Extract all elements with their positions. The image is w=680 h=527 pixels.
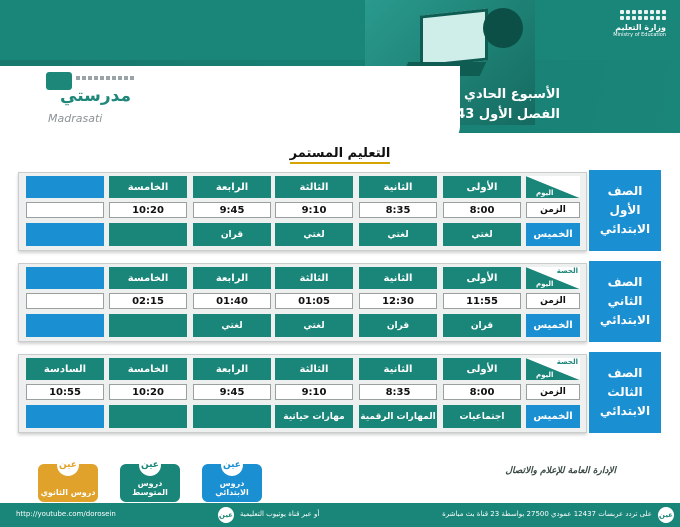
ministry-name-ar: وزارة التعليم bbox=[615, 23, 666, 32]
period-header bbox=[26, 176, 104, 198]
day-label: اليوم bbox=[536, 371, 554, 379]
thursday-label: الخميس bbox=[526, 314, 580, 337]
subject-cell bbox=[26, 405, 104, 428]
subject-cell bbox=[109, 314, 187, 337]
channel-button[interactable] bbox=[202, 460, 262, 502]
period-time: 02:15 bbox=[109, 293, 187, 309]
ministry-logo-icon bbox=[613, 10, 666, 20]
term-label: الفصل الأول 1443هـ bbox=[424, 107, 560, 122]
period-day-header bbox=[526, 176, 580, 198]
grade-label bbox=[589, 170, 661, 251]
grade-label-line: الصف bbox=[607, 275, 643, 289]
period-time: 9:45 bbox=[193, 384, 271, 400]
period-time: 10:20 bbox=[109, 384, 187, 400]
period-header: السادسة bbox=[26, 358, 104, 380]
time-label: الزمن bbox=[526, 202, 580, 218]
footer-youtube-text: أو عبر قناة يوتيوب التعليمية bbox=[240, 510, 320, 518]
grade-label-line: الصف bbox=[607, 366, 643, 380]
ain-logo-icon: عين bbox=[218, 507, 234, 523]
period-time: 8:00 bbox=[443, 384, 521, 400]
period-header: الرابعة bbox=[193, 358, 271, 380]
time-label: الزمن bbox=[526, 384, 580, 400]
madrasati-name: مدرستي bbox=[60, 86, 131, 106]
subject-cell: لغتي bbox=[359, 223, 437, 246]
ministry-name-en: Ministry of Education bbox=[613, 32, 666, 38]
thursday-label: الخميس bbox=[526, 405, 580, 428]
grade-label-line: الثاني bbox=[607, 294, 643, 308]
footer-bar bbox=[0, 503, 680, 527]
subject-cell: قران bbox=[359, 314, 437, 337]
time-label: الزمن bbox=[526, 293, 580, 309]
ministry-logo bbox=[613, 10, 666, 38]
period-label: الحصة bbox=[556, 267, 578, 275]
subject-cell: مهارات حياتية bbox=[275, 405, 353, 428]
subject-cell: المهارات الرقمية bbox=[359, 405, 437, 428]
channel-label: دروس الابتدائي bbox=[215, 479, 249, 497]
laptop-graphic bbox=[420, 8, 488, 67]
period-header: الثالثة bbox=[275, 358, 353, 380]
day-label: اليوم bbox=[536, 280, 554, 288]
page-title: التعليم المستمر bbox=[0, 146, 680, 161]
channel-label: دروس المتوسط bbox=[132, 479, 168, 497]
footer-broadcast-text: على تردد عربسات 12437 عمودي 27500 بواسطة 23 قناة بث مباشرة bbox=[442, 510, 652, 518]
subject-cell: قران bbox=[193, 223, 271, 246]
subject-cell: لغتي bbox=[275, 314, 353, 337]
grade-label-line: الأول bbox=[609, 203, 641, 217]
day-label: اليوم bbox=[536, 189, 554, 197]
channel-button[interactable] bbox=[120, 460, 180, 502]
week-info bbox=[425, 85, 560, 125]
ain-logo-icon: عين bbox=[57, 454, 79, 476]
admin-signature: الإدارة العامة للإعلام والاتصال bbox=[505, 466, 616, 476]
period-header: الأولى bbox=[443, 176, 521, 198]
subject-cell bbox=[26, 223, 104, 246]
period-header: الثانية bbox=[359, 358, 437, 380]
period-header: الثالثة bbox=[275, 176, 353, 198]
madrasati-logo bbox=[40, 72, 150, 132]
period-header: الخامسة bbox=[109, 176, 187, 198]
footer-youtube-link[interactable]: http://youtube.com/dorosein bbox=[16, 510, 116, 518]
subject-cell bbox=[109, 405, 187, 428]
period-header: الرابعة bbox=[193, 176, 271, 198]
grade-label-line: الثالث bbox=[607, 385, 643, 399]
ain-logo-icon: عين bbox=[221, 454, 243, 476]
period-time: 9:10 bbox=[275, 202, 353, 218]
madrasati-latin: Madrasati bbox=[48, 112, 103, 125]
student-graphic bbox=[483, 8, 523, 48]
grade-label-line: الابتدائي bbox=[599, 313, 651, 327]
grade-label-line: الصف bbox=[607, 184, 643, 198]
grade-label-line: الابتدائي bbox=[599, 404, 651, 418]
subject-cell: لغتي bbox=[193, 314, 271, 337]
period-time: 12:30 bbox=[359, 293, 437, 309]
period-header: الثانية bbox=[359, 267, 437, 289]
period-header: الثانية bbox=[359, 176, 437, 198]
period-header: الثالثة bbox=[275, 267, 353, 289]
ain-logo-icon: عين bbox=[139, 454, 161, 476]
subject-cell: لغتي bbox=[443, 223, 521, 246]
period-time: 11:55 bbox=[443, 293, 521, 309]
madrasati-dots-icon bbox=[76, 76, 134, 80]
channel-button[interactable] bbox=[38, 460, 98, 502]
subject-cell: لغتي bbox=[275, 223, 353, 246]
thursday-label: الخميس bbox=[526, 223, 580, 246]
week-label: الأسبوع الحادي عشر bbox=[429, 87, 560, 102]
ain-logo-icon: عين bbox=[658, 507, 674, 523]
period-header bbox=[26, 267, 104, 289]
grade-label bbox=[589, 352, 661, 433]
grade-label bbox=[589, 261, 661, 342]
period-header: الخامسة bbox=[109, 267, 187, 289]
period-day-header bbox=[526, 358, 580, 380]
period-time: 8:35 bbox=[359, 384, 437, 400]
period-time: 01:40 bbox=[193, 293, 271, 309]
period-time bbox=[26, 293, 104, 309]
grade-label-line: الابتدائي bbox=[599, 222, 651, 236]
period-day-header bbox=[526, 267, 580, 289]
subject-cell bbox=[193, 405, 271, 428]
period-time: 8:00 bbox=[443, 202, 521, 218]
subject-cell: اجتماعيات bbox=[443, 405, 521, 428]
period-time: 10:55 bbox=[26, 384, 104, 400]
period-header: الأولى bbox=[443, 267, 521, 289]
subject-cell bbox=[26, 314, 104, 337]
subject-cell bbox=[109, 223, 187, 246]
period-time bbox=[26, 202, 104, 218]
period-header: الرابعة bbox=[193, 267, 271, 289]
period-time: 8:35 bbox=[359, 202, 437, 218]
period-time: 01:05 bbox=[275, 293, 353, 309]
period-header: الخامسة bbox=[109, 358, 187, 380]
channel-label: دروس الثانوي bbox=[40, 488, 96, 497]
period-time: 9:10 bbox=[275, 384, 353, 400]
period-time: 9:45 bbox=[193, 202, 271, 218]
period-time: 10:20 bbox=[109, 202, 187, 218]
subject-cell: قران bbox=[443, 314, 521, 337]
period-header: الأولى bbox=[443, 358, 521, 380]
period-label: الحصة bbox=[556, 358, 578, 366]
